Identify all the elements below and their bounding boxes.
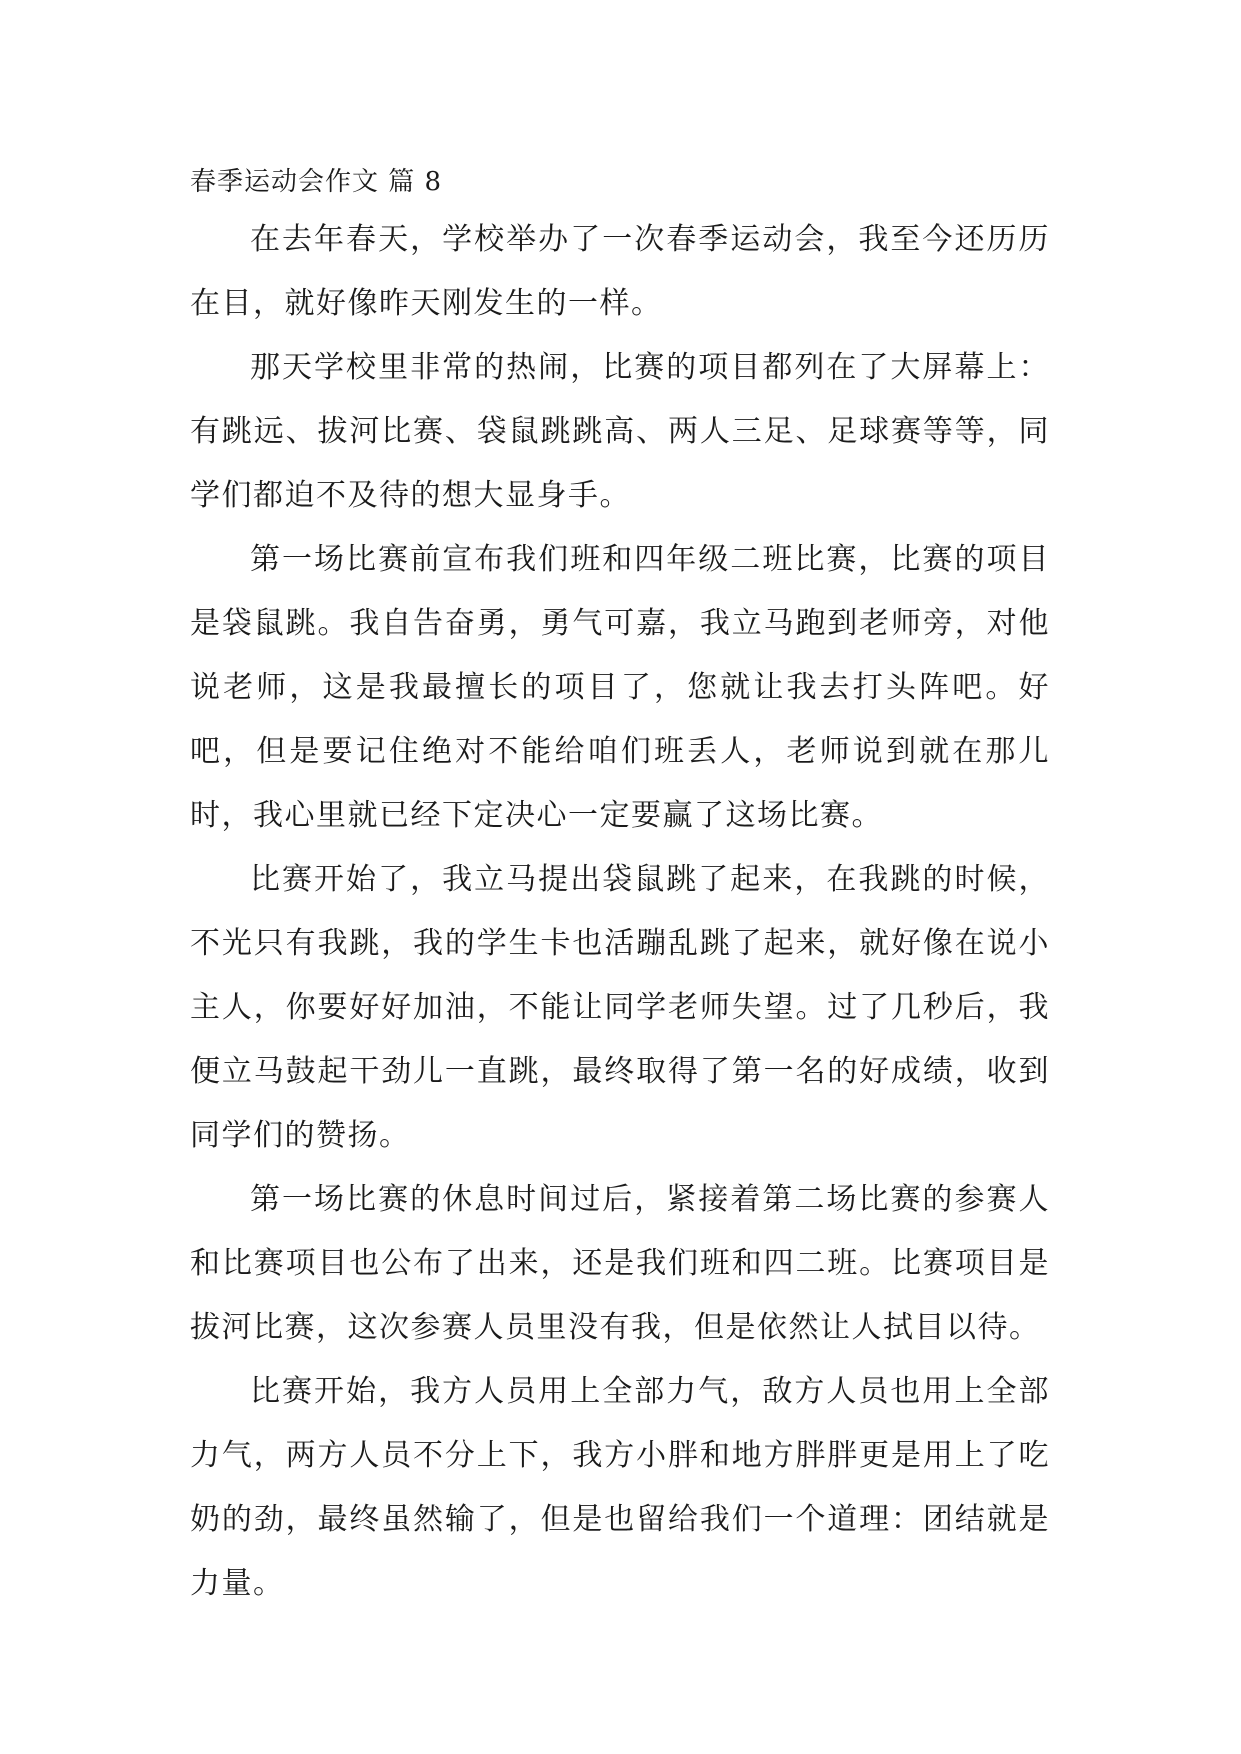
document-body (190, 160, 1050, 1616)
paragraph-3: 第一场比赛前宣布我们班和四年级二班比赛，比赛的项目是袋鼠跳。我自告奋勇，勇气可嘉，我立马跑到老师旁，对他说老师，这是我最擅长的项目了，您就让我去打头阵吧。好吧，但是要记住绝对不能给咱们班丢人，老师说到就在那儿时，我心里就已经下定决心一定要赢了这场比赛。 (190, 542, 1050, 833)
paragraph-1: 在去年春天，学校举办了一次春季运动会，我至今还历历在目，就好像昨天刚发生的一样。 (190, 222, 1050, 321)
document-title: 春季运动会作文 篇 8 (190, 167, 443, 197)
paragraph-6: 比赛开始，我方人员用上全部力气，敌方人员也用上全部力气，两方人员不分上下，我方小胖和地方胖胖更是用上了吃奶的劲，最终虽然输了，但是也留给我们一个道理：团结就是力量。 (190, 1374, 1050, 1601)
paragraph-5: 第一场比赛的休息时间过后，紧接着第二场比赛的参赛人和比赛项目也公布了出来，还是我们班和四二班。比赛项目是拔河比赛，这次参赛人员里没有我，但是依然让人拭目以待。 (190, 1182, 1050, 1345)
paragraph-4: 比赛开始了，我立马提出袋鼠跳了起来，在我跳的时候，不光只有我跳，我的学生卡也活蹦乱跳了起来，就好像在说小主人，你要好好加油，不能让同学老师失望。过了几秒后，我便立马鼓起干劲儿一直跳，最终取得了第一名的好成绩，收到同学们的赞扬。 (190, 862, 1050, 1153)
paragraph-2: 那天学校里非常的热闹，比赛的项目都列在了大屏幕上：有跳远、拔河比赛、袋鼠跳跳高、两人三足、足球赛等等，同学们都迫不及待的想大显身手。 (190, 350, 1050, 513)
